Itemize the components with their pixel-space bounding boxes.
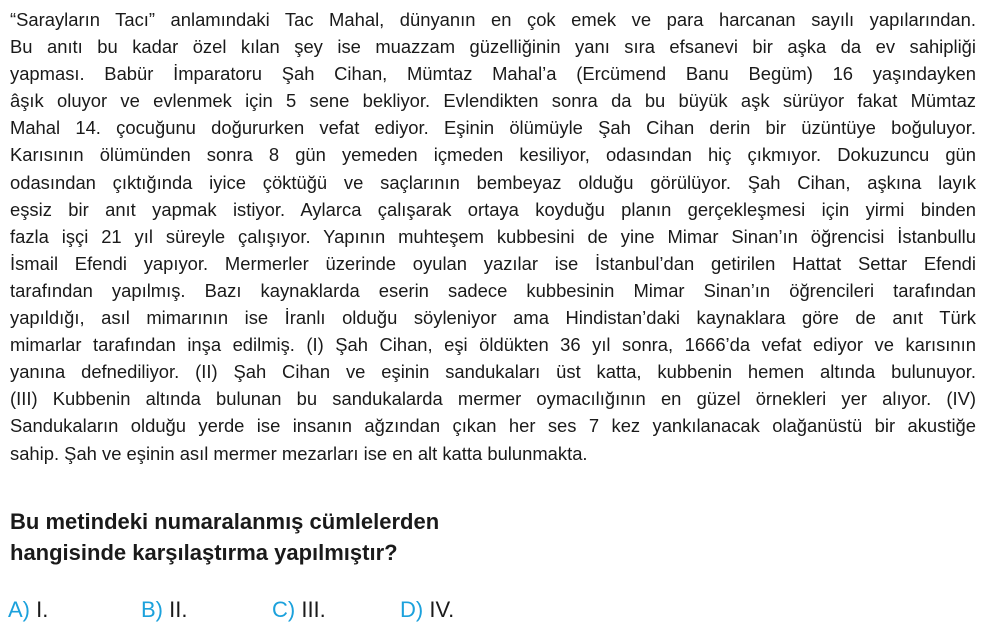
- option-a[interactable]: [8, 594, 48, 626]
- option-value: III.: [301, 597, 326, 622]
- option-value: II.: [169, 597, 188, 622]
- answer-options: [8, 594, 608, 626]
- passage-line: Sandukaların olduğu yerde ise insanın ağzından çıkan her ses 7 kez yankılanacak olağanüstü bir akustiğe: [10, 415, 976, 437]
- option-value: I.: [36, 597, 49, 622]
- option-d[interactable]: [400, 594, 454, 626]
- option-letter: B): [141, 597, 170, 622]
- passage-line: odasından çıktığında iyice çöktüğü ve saçlarının bembeyaz olduğu görülüyor. Şah Cihan, aşkına layık: [10, 171, 976, 193]
- option-letter: A): [8, 597, 37, 622]
- passage-line: yapması. Babür İmparatoru Şah Cihan, Mümtaz Mahal’a (Ercümend Banu Begüm) 16 yaşındayken: [10, 63, 976, 85]
- reading-passage: [10, 6, 976, 467]
- question-line-1: Bu metindeki numaralanmış cümlelerden: [10, 509, 440, 534]
- passage-line: Bu anıtı bu kadar özel kılan şey ise muazzam güzelliğinin yanı sıra efsanevi bir aşka da ev sahipliği: [10, 36, 976, 58]
- passage-line: (III) Kubbenin altında bulunan bu sandukalarda mermer oymacılığının en güzel örnekleri yer alıyor. (IV): [10, 388, 976, 410]
- passage-line: tarafından yapılmış. Bazı kaynaklarda eserin sadece kubbesinin Mimar Sinan’ın öğrencileri tarafından: [10, 279, 976, 301]
- question-line-2: hangisinde karşılaştırma yapılmıştır?: [10, 540, 398, 565]
- option-letter: C): [272, 597, 302, 622]
- passage-line: sahip. Şah ve eşinin asıl mermer mezarları ise en alt katta bulunmakta.: [10, 442, 588, 464]
- passage-line: “Sarayların Tacı” anlamındaki Tac Mahal, dünyanın en çok emek ve para harcanan sayılı yapılarından.: [10, 9, 976, 30]
- passage-line: âşık oluyor ve evlenmek için 5 sene bekliyor. Evlendikten sonra da bu büyük aşk sürüyor fakat Mümtaz: [10, 90, 976, 112]
- passage-line: yapıldığı, asıl mimarının ise İranlı olduğu söyleniyor ama Hindistan’daki kaynaklara göre de anıt Türk: [10, 307, 976, 329]
- option-letter: D): [400, 597, 430, 622]
- passage-line: Mahal 14. çocuğunu doğururken vefat ediyor. Eşinin ölümüyle Şah Cihan derin bir üzüntüye boğuluyor.: [10, 117, 976, 139]
- option-c[interactable]: [272, 594, 326, 626]
- passage-line: fazla işçi 21 yıl süreyle çalışıyor. Yapının muhteşem kubbesini de yine Mimar Sinan’ın öğrencisi İstanbullu: [10, 225, 976, 247]
- passage-line: eşsiz bir anıt yapmak istiyor. Aylarca çalışarak ortaya koyduğu planın gerçekleşmesi için yirmi binden: [10, 198, 976, 220]
- option-value: IV.: [429, 597, 455, 622]
- question-stem: [10, 506, 439, 568]
- passage-line: mimarlar tarafından inşa edilmiş. (I) Şah Cihan, eşi öldükten 36 yıl sonra, 1666’da vefat ediyor ve karısının: [10, 334, 976, 356]
- passage-line: İsmail Efendi yapıyor. Mermerler üzerinde oyulan yazılar ise İstanbul’dan getirilen Hattat Settar Efendi: [10, 252, 976, 274]
- passage-line: Karısının ölümünden sonra 8 gün yemeden içmeden kesiliyor, odasından hiç çıkmıyor. Dokuzuncu gün: [10, 144, 976, 166]
- option-b[interactable]: [141, 594, 187, 626]
- passage-line: yanına defnediliyor. (II) Şah Cihan ve eşinin sandukaları üst katta, kubbenin hemen altında bulunuyor.: [10, 361, 976, 383]
